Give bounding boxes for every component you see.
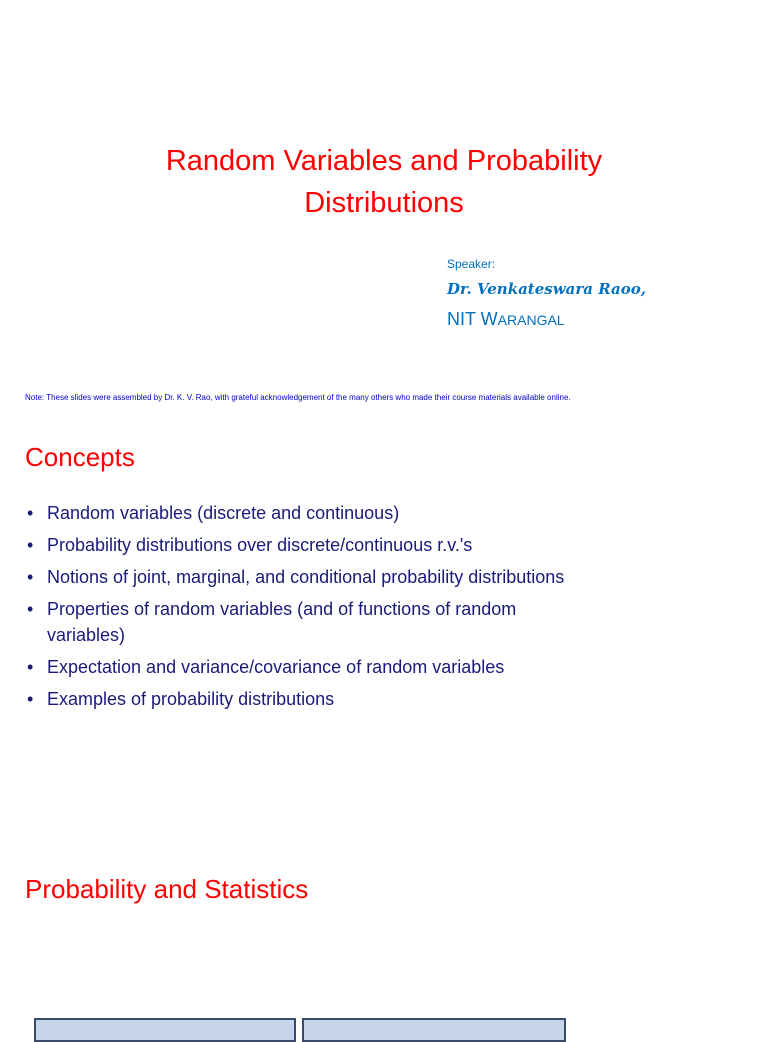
list-item: [25, 532, 565, 558]
bullet-icon: •: [27, 689, 34, 709]
slide-title: [0, 140, 768, 224]
speaker-label: Speaker:: [447, 257, 496, 271]
slide-title-line1: Random Variables and Probability: [165, 145, 603, 177]
list-item-text: Properties of random variables (and of functions of random variables): [47, 599, 517, 645]
list-item-text: Examples of probability distributions: [47, 689, 335, 709]
concepts-heading: Concepts: [25, 442, 135, 472]
list-item: [25, 564, 565, 590]
bullet-icon: •: [27, 503, 34, 523]
speaker-name: Dr. Venkateswara Raoo,: [447, 280, 646, 298]
slide-title-line2: Distributions: [304, 187, 464, 219]
list-item-text: Expectation and variance/covariance of random variables: [47, 657, 505, 677]
acknowledgement-note: Note: These slides were assembled by Dr. K. V. Rao, with grateful acknowledgement of the many others who made their course materials available online.: [25, 393, 571, 402]
list-item-text: Random variables (discrete and continuous): [47, 503, 400, 523]
diagram-box-right: [302, 1018, 566, 1042]
speaker-affiliation: [447, 309, 565, 330]
bullet-icon: •: [27, 567, 34, 587]
list-item: [25, 654, 565, 680]
list-item-text: Notions of joint, marginal, and conditional probability distributions: [47, 567, 565, 587]
diagram-box-left: [34, 1018, 296, 1042]
probability-statistics-heading: Probability and Statistics: [25, 874, 309, 904]
concepts-list: [25, 500, 565, 718]
bullet-icon: •: [27, 657, 34, 677]
list-item-text: Probability distributions over discrete/continuous r.v.'s: [47, 535, 473, 555]
speaker-affiliation-initial: NIT W: [447, 309, 498, 329]
list-item: [25, 596, 565, 648]
speaker-affiliation-rest: ARANGAL: [497, 312, 565, 328]
list-item: [25, 686, 565, 712]
bullet-icon: •: [27, 599, 34, 619]
bullet-icon: •: [27, 535, 34, 555]
list-item: [25, 500, 565, 526]
